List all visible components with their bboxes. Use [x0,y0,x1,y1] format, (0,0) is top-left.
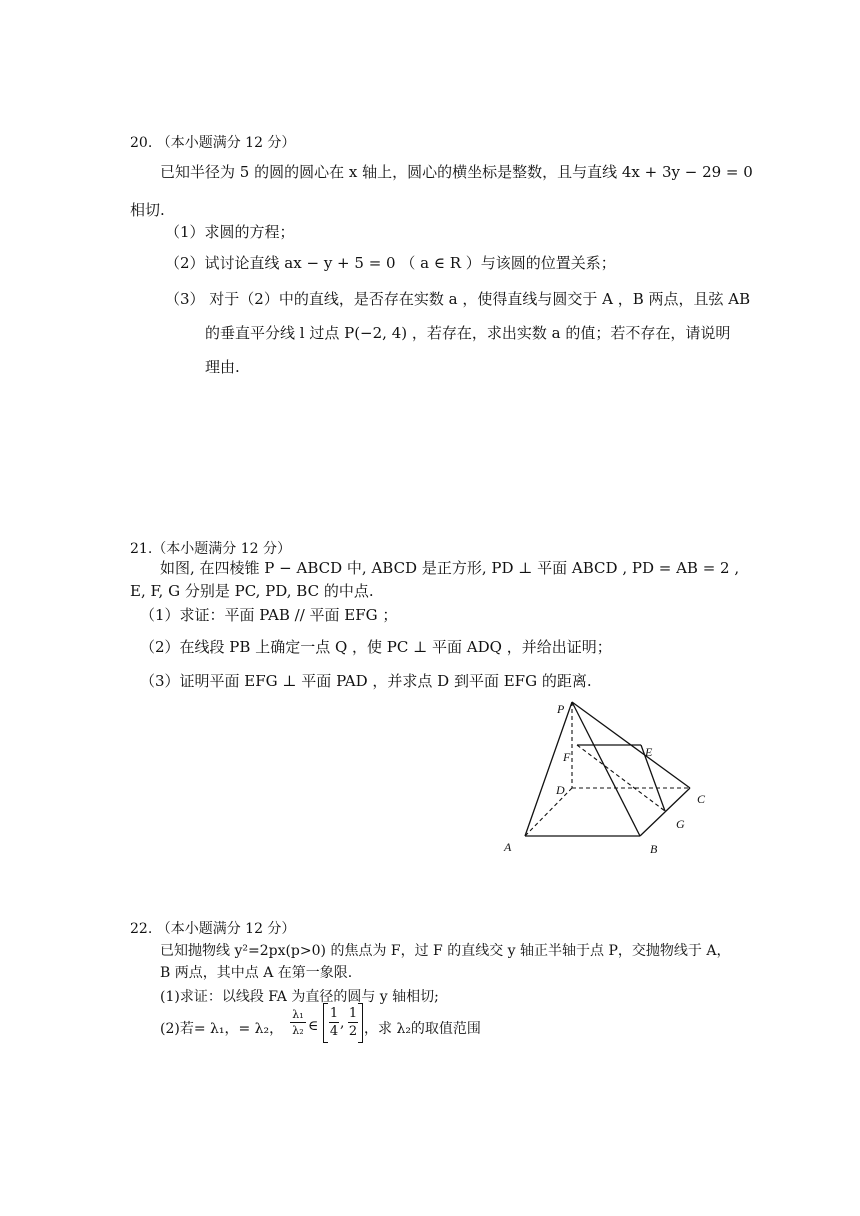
q22-header: 22. （本小题满分 12 分） [130,921,296,937]
q21-part3: （3）证明平面 EFG ⊥ 平面 PAD ，并求点 D 到平面 EFG 的距离. [140,672,592,690]
q20-part3-line1: （3） 对于（2）中的直线，是否存在实数 a ，使得直线与圆交于 A ，B 两点，且弦 AB [165,290,751,308]
label-A: A [504,840,512,854]
q20-line1: 已知半径为 5 的圆的圆心在 x 轴上，圆心的横坐标是整数，且与直线 4x + 3y − 29 = 0 [160,163,753,181]
q20-part3-line3: 理由. [205,358,240,376]
label-C: C [697,792,706,806]
q22-lambda-num: λ₁ [292,1008,304,1021]
q22-element-of: ∈ [308,1018,319,1034]
q22-part1: (1)求证：以线段 FA 为直径的圆与 y 轴相切; [160,989,439,1005]
q21-line2: E, F, G 分别是 PC, PD, BC 的中点. [130,582,374,600]
q21-line1: 如图, 在四棱锥 P − ABCD 中, ABCD 是正方形, PD ⊥ 平面 ABCD , PD = AB = 2 , [160,559,740,577]
q22-line2: B 两点，其中点 A 在第一象限. [160,965,353,981]
label-D: D [556,783,565,797]
lower-den: 4 [329,1024,339,1039]
edge-PA [525,702,572,836]
q20-line2: 相切. [130,201,165,219]
q21-part1: （1）求证：平面 PAB // 平面 EFG ； [140,606,398,624]
upper-den: 2 [348,1024,358,1039]
q20-part2: （2）试讨论直线 ax − y + 5 = 0 （ a ∈ R ）与该圆的位置关系； [165,254,616,272]
q21-header: 21.（本小题满分 12 分） [130,541,291,557]
q22-interval-lower [329,1006,339,1039]
q22-lambda-den: λ₂ [292,1024,304,1037]
label-P: P [557,702,565,716]
edge-PB [572,702,640,836]
label-F: F [563,750,571,764]
fraction-bar [290,1022,306,1023]
label-B: B [650,842,658,856]
lower-num: 1 [329,1006,339,1021]
fraction-bar [329,1022,339,1023]
fraction-bar [348,1022,358,1023]
q22-part2-suffix: ，求 λ₂的取值范围 [364,1021,481,1037]
q22-interval-comma: , [340,1015,345,1031]
q20-part1: （1）求圆的方程； [165,223,295,241]
label-G: G [676,817,685,831]
label-E: E [645,745,653,759]
edge-DA [525,788,572,836]
q21-part2: （2）在线段 PB 上确定一点 Q ，使 PC ⊥ 平面 ADQ ，并给出证明； [140,638,612,656]
q22-part2-prefix: (2)若= λ₁，= λ₂， [160,1021,284,1037]
q20-part3-line2: 的垂直平分线 l 过点 P(−2, 4) ，若存在，求出实数 a 的值；若不存在，请说明 [205,324,731,342]
q22-lambda-ratio [290,1008,306,1037]
q22-interval-upper [348,1006,358,1039]
q22-line1: 已知抛物线 y²=2px(p>0) 的焦点为 F，过 F 的直线交 y 轴正半轴于点 P，交抛物线于 A， [160,943,731,959]
upper-num: 1 [348,1006,358,1021]
pyramid-figure [495,695,725,865]
q20-header: 20. （本小题满分 12 分） [130,135,296,151]
